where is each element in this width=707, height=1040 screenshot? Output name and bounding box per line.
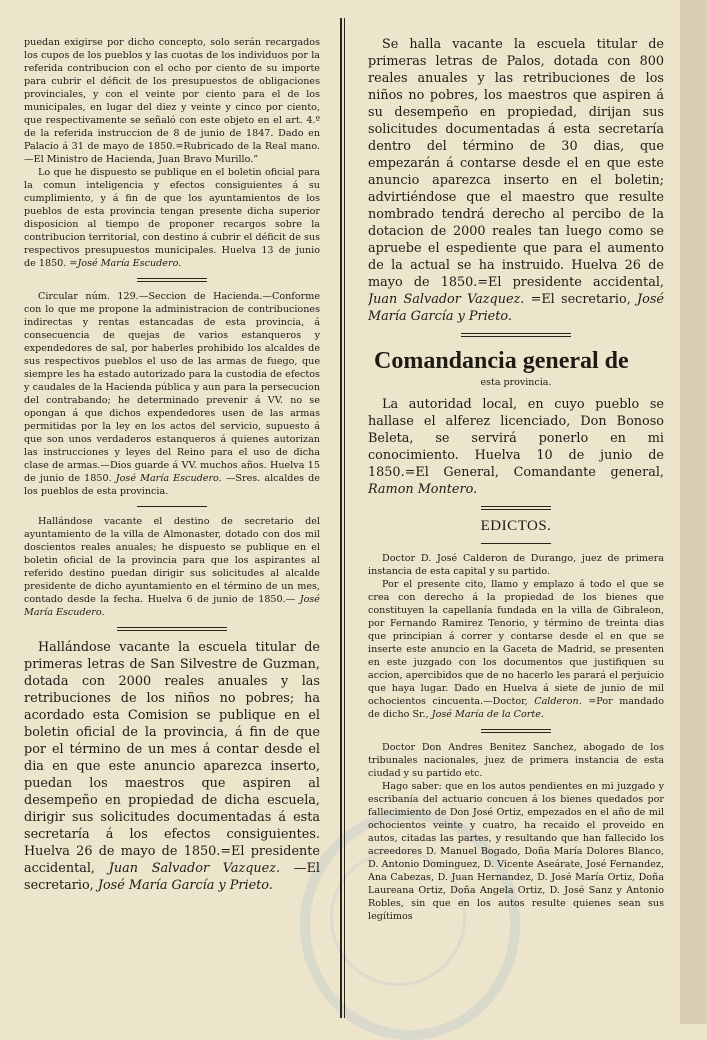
signature-montero: Ramon Montero.	[368, 482, 478, 497]
publication-order-text: Lo que he dispuesto se publique en el boletin oficial para la comun inteligencia y efectos consiguientes á su cumplimiento, y á fin de que los ayuntamientos de los pueblos de esta provincia tengan presente dicha superior disposicion al tiempo de proponer recargos sobre la contribucion territorial, con destino á cubrir el déficit de sus respectivos presupuestos municipales. Huelva 13 de junio de 1850.	[24, 167, 320, 269]
column-divider-thin	[344, 18, 345, 1018]
signature-escudero: José María Escudero.	[24, 594, 320, 618]
mandate-label: =Por mandado de dicho Sr.,	[368, 696, 664, 720]
palos-school-notice	[368, 36, 664, 325]
edict-ortiz-estate: Hago saber: que en los autos pendientes en mi juzgado y escribanía del actuario concuen á los bienes quedados por fallecimiento de Don José Ortiz, empezados en el año de mil ochocientos veinte y cuatro, ha recaido el proveido en autos, citadas las partes, y resultando que han fallecido los acreedores D. Manuel Bogado, Doña María Dolores Blanco, D. Antonio Dominguez, D. Vicente Aseárate, José Fernandez, Ana Cabezas, D. Juan Hernandez, D. José María Ortiz, Doña Laureana Ortiz, Doña Angela Ortiz, D. José Sanz y Antonio Robles, sin que en los autos resulte quienes sean sus legítimos	[368, 781, 664, 922]
section-separator	[137, 506, 207, 507]
section-subheading: esta provincia.	[480, 377, 552, 388]
section-heading-edictos: EDICTOS.	[480, 518, 552, 534]
section-separator	[481, 729, 551, 733]
column-divider	[340, 18, 342, 1018]
edict-judge-benitez: Doctor Don Andres Benitez Sanchez, abogado de los tribunales nacionales, juez de primera instancia de esta ciudad y su partido etc.	[368, 742, 664, 779]
left-column	[24, 36, 320, 1016]
palos-school-text: Se halla vacante la escuela titular de primeras letras de Palos, dotada con 800 reales anuales y las retribuciones de los niños no pobres, los maestros que aspiren á su desempeño en propiedad, dirijan sus solicitudes documentadas á esta secretaría dentro del término de 30 dias, que empezarán á contarse desde el en que este anuncio aparezca inserto en el boletin; advirtiéndose que el maestro que resulte nombrado tendrá derecho al percibo de la dotacion de 2000 reales tan luego como se apruebe el espediente que para el aumento de la actual se ha instruido. Huelva 26 de mayo de 1850.=El presidente accidental,	[368, 37, 664, 290]
signature-de-la-corte: José María de la Corte.	[431, 709, 544, 720]
signature-calderon: Calderon.	[534, 696, 582, 707]
section-separator	[481, 543, 551, 544]
circular-129-text: Circular núm. 129.—Seccion de Hacienda.—Conforme con lo que me propone la administracion de contribuciones indirectas y rentas estancadas de esta provincia, á consecuencia de quejas de varios estanqueros y expendedores de sal, por haberles prohibido los alcaldes de sus respectivos pueblos el uso de las armas de fuego, que siempre les ha estado autorizado para la custodia de efectos y caudales de la Hacienda pública y aun para la persecucion del contrabando; he determinado prevenir á VV. no se opongan á que dichos expendedores usen de las armas permitidas por la ley en los actos del servicio, supuesto á que son unos verdaderos estanqueros á quienes autorizan las instrucciones y leyes del Reino para el uso de dicha clase de armas.—Dios guarde á VV. muchos años. Huelva 15 de junio de 1850.	[24, 291, 320, 484]
san-silvestre-text: Hallándose vacante la escuela titular de primeras letras de San Silvestre de Guzman, dotada con 2000 reales anuales y las retribuciones de los niños no pobres; ha acordado esta Comision se publique en el boletin oficial de la provincia, á fin de que por el término de un mes á contar desde el dia en que este anuncio aparezca inserto, puedan los maestros que aspiren al desempeño en propiedad de dicha escuela, dirigir sus solicitudes documentadas á esta secretaría á los efectos consiguientes. Huelva 26 de mayo de 1850.=El presidente accidental,	[24, 640, 320, 876]
circular-129-tail: —Sres. alcaldes de los pueblos de esta provincia.	[24, 473, 320, 497]
edict-capellania-text: Por el presente cito, llamo y emplazo á todo el que se crea con derecho á la propiedad de los bienes que constituyen la capellanía fundada en la villa de Gibraleon, por Fernando Ramirez Tenorio, y término de treinta dias que principian á correr y contarse desde el en que se inserte este anuncio en la Gaceta de Madrid, se presenten en este juzgado con los documentos que justifiquen su accion, apercibidos que de no hacerlo les parará el perjuicio que haya lugar. Dado en Huelva á siete de junio de mil ochocientos cincuenta.—Doctor,	[368, 579, 664, 707]
signature-garcia-prieto: José María García y Prieto.	[368, 292, 664, 324]
signature-vazquez: Juan Salvador Vazquez.	[108, 861, 281, 876]
almonaster-vacancy-text: Hallándose vacante el destino de secretario del ayuntamiento de la villa de Almonaster, dotado con dos mil doscientos reales anuales; he dispuesto se publique en el boletin oficial de la provincia para que los aspirantes al referido destino puedan dirigir sus solicitudes al alcalde presidente de dicho ayuntamiento en el término de un mes, contado desde la fecha. Huelva 6 de junio de 1850.—	[24, 516, 320, 605]
section-separator	[137, 278, 207, 282]
signature-escudero: =José María Escudero.	[69, 258, 182, 269]
comandancia-text: La autoridad local, en cuyo pueblo se hallase el alferez licenciado, Don Bonoso Beleta, se servirá ponerlo en mi conocimiento. Huelva 10 de junio de 1850.=El General, Comandante general,	[368, 397, 664, 480]
page-edge-shadow	[680, 0, 707, 1024]
edict-capellania	[368, 578, 664, 721]
section-separator	[117, 627, 227, 631]
circular-129	[24, 290, 320, 498]
secretary-label: —El secretario,	[24, 861, 320, 893]
secretary-label: =El secretario,	[530, 292, 631, 307]
san-silvestre-school-notice	[24, 639, 320, 894]
section-separator	[481, 506, 551, 510]
publication-order	[24, 166, 320, 270]
signature-vazquez: Juan Salvador Vazquez.	[368, 292, 525, 307]
royal-decree-end: puedan exigirse por dicho concepto, solo serán recargados los cupos de los pueblos y las cuotas de los individuos por la referida contribucion con el ocho por ciento de su importe para cubrir el déficit de los presupuestos de obligaciones provinciales, y con el veinte por ciento para el de los municipales, en lugar del diez y veinte y cinco por ciento, que respectivamente se señaló con este objeto en el art. 4.º de la referida instruccion de 8 de junio de 1847. Dado en Palacio á 31 de mayo de 1850.=Rubricado de la Real mano.—El Ministro de Hacienda, Juan Bravo Murillo.”	[24, 37, 320, 165]
almonaster-vacancy	[24, 515, 320, 619]
signature-garcia-prieto: José María García y Prieto.	[97, 878, 273, 893]
signature-escudero: José María Escudero.	[115, 473, 222, 484]
section-separator	[461, 333, 571, 337]
right-column	[368, 36, 664, 1020]
comandancia-notice	[368, 396, 664, 498]
edict-judge-calderon: Doctor D. José Calderon de Durango, juez de primera instancia de esta capital y su partido.	[368, 553, 664, 577]
section-heading-comandancia: Comandancia general de	[374, 348, 629, 374]
